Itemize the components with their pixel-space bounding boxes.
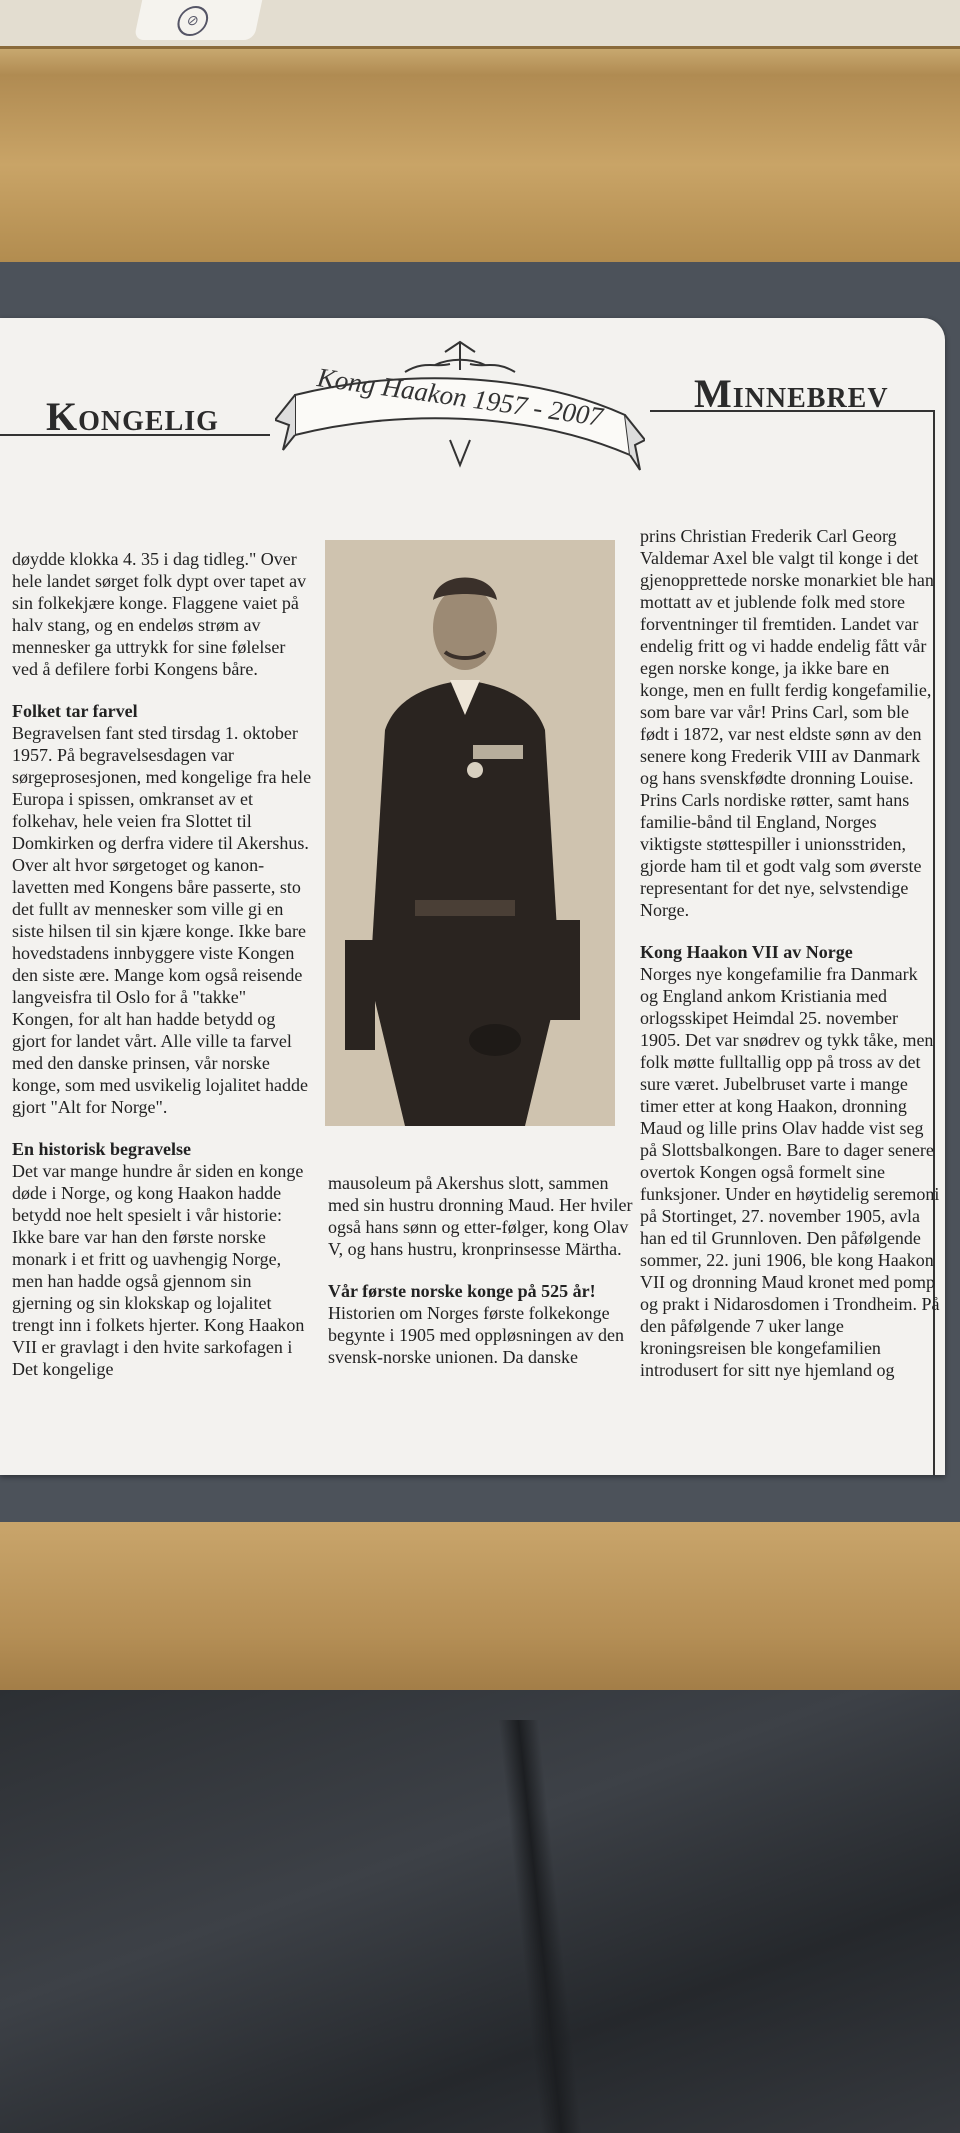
paragraph-folkekonge: Historien om Norges første folkekonge begynte i 1905 med oppløsningen av den svensk-norske unionen. Da danske <box>328 1303 624 1367</box>
officer-portrait-image <box>325 540 615 1126</box>
paragraph-farvel: Begravelsen fant sted tirsdag 1. oktober 1957. På begravelsesdagen var sørgeprosesjonen, med kongelige fra hele Europa i spissen, omkranset av et folkehav, hele veien fra Slottet til Domkirken og derfra videre til Akershus. Over alt hvor sørgetoget og kanon-lavetten med Kongens båre passerte, sto det fullt av mennesker som ville gi en siste hilsen til sin kjære konge. Ikke bare hovedstadens innbyggere viste Kongen den siste ære. Mange kom også reisende langveisfra til Oslo for å "takke" Kongen, for alt han hadde betydd og gjort for landet vårt. Alle ville ta farvel med den danske prinsen, vår norske konge, som med usvikelig lojalitet hadde gjort "Alt for Norge". <box>12 723 312 1117</box>
heading-kong-haakon-vii: Kong Haakon VII av Norge <box>640 942 853 962</box>
paper-label <box>134 0 263 40</box>
paragraph-begravelse: Det var mange hundre år siden en konge døde i Norge, og kong Haakon hadde betydd noe helt spesielt i vår historie: Ikke bare var han den første norske monark i et fritt og uavhengig Norge, men han hadde også gjennom sin gjerning og sin klokskap og lojalitet trengt inn i folkets hjerter. Kong Haakon VII er gravlagt i den hvite sarkofagen i Det kongelige <box>12 1161 305 1379</box>
paragraph-mausoleum: mausoleum på Akershus slott, sammen med sin hustru dronning Maud. Her hviler også hans sønn og etter-følger, kong Olav V, og hans hustru, kronprinsesse Märtha. <box>328 1173 633 1259</box>
title-kongelig: Kongelig <box>46 394 219 439</box>
column-middle <box>328 1172 638 1368</box>
column-right <box>640 525 940 1381</box>
paragraph-prins-christian: prins Christian Frederik Carl Georg Valdemar Axel ble valgt til konge i det gjenopprettede norske monarkiet ble han mottatt av et jublende folk med store forventninger til fremtiden. Landet var endelig fritt og vi hadde endelig fått vår egen norske konge, ja ikke bare en konge, men en fullt ferdig kongefamilie, som bare var vår! Prins Carl, som ble født i 1872, var nest eldste sønn av den senere kong Frederik VIII av Danmark og hans svenskfødte dronning Louise. Prins Carls nordiske røtter, samt hans familie-bånd til England, Norges viktigste støttespiller i unionsstriden, gjorde ham til et godt valg som øverste representant for det nye, selvstendige Norge. <box>640 526 934 920</box>
circle-mark-icon: ⊘ <box>175 6 211 36</box>
heading-forste-norske-konge: Vår første norske konge på 525 år! <box>328 1281 596 1301</box>
crown-ornament-icon <box>405 342 515 372</box>
heading-folket-tar-farvel: Folket tar farvel <box>12 701 138 721</box>
wooden-board-background <box>0 1522 960 1712</box>
title-minnebrev: Minnebrev <box>694 371 889 416</box>
banner-text: Kong Haakon 1957 - 2007 <box>315 362 605 432</box>
portrait-photo <box>325 540 615 1126</box>
denim-fabric-background <box>0 1690 960 2133</box>
paragraph-kongefamilie: Norges nye kongefamilie fra Danmark og England ankom Kristiania med orlogsskipet Heimdal 25. november 1905. Det var snødrev og tykk tåke, men folk møtte fulltallig opp på tross av det sure været. Jubelbruset varte i mange timer etter at kong Haakon, dronning Maud og lille prins Olav hadde vist seg på Slottsbalkongen. Bare to dager senere overtok Kongen også formelt sine funksjoner. Under en høytidelig seremoni på Stortinget, 27. november 1905, avla han ed til Grunnloven. Den påfølgende sommer, 22. juni 1906, ble kong Haakon VII og dronning Maud kronet med pomp og prakt i Nidarosdomen i Trondheim. På den påfølgende 7 uker lange kroningsreisen ble kongefamilien introdusert for sitt nye hjemland og <box>640 964 940 1380</box>
intro-paragraph: døydde klokka 4. 35 i dag tidleg." Over hele landet sørget folk dypt over tapet av sin folkekjære konge. Flaggene vaiet på halv stang, og en endeløs strøm av mennesker ga uttrykk for sine følelser ved å defilere forbi Kongens båre. <box>12 549 307 679</box>
heading-historisk-begravelse: En historisk begravelse <box>12 1139 192 1159</box>
column-left <box>12 548 312 1380</box>
